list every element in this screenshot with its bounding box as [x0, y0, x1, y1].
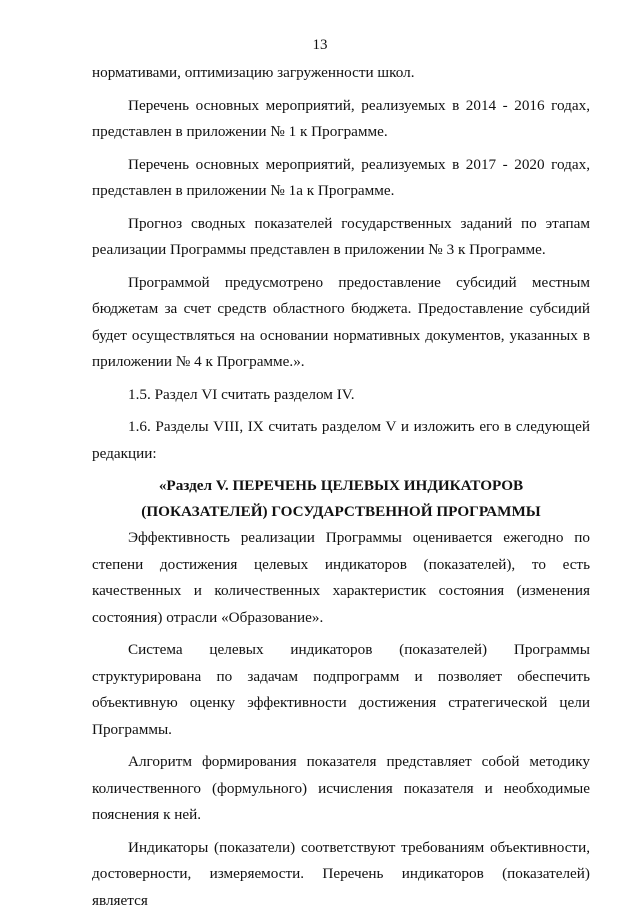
- section-heading-line-1: «Раздел V. ПЕРЕЧЕНЬ ЦЕЛЕВЫХ ИНДИКАТОРОВ: [92, 473, 590, 499]
- paragraph-subsidies: Программой предусмотрено предоставление субсидий местным бюджетам за счет средств областного бюджета. Предоставление субсидий будет осуществляться на основании нормативных документов, указанных в приложении № 4 к Программе.».: [92, 270, 590, 376]
- paragraph-continuation: нормативами, оптимизацию загруженности школ.: [92, 60, 590, 87]
- paragraph-efficiency: Эффективность реализации Программы оценивается ежегодно по степени достижения целевых индикаторов (показателей), то есть качественных и количественных характеристик состояния (изменения состояния) отрасли «Образование».: [92, 525, 590, 631]
- section-heading-line-2: (ПОКАЗАТЕЛЕЙ) ГОСУДАРСТВЕННОЙ ПРОГРАММЫ: [92, 499, 590, 525]
- paragraph-indicator-system: Система целевых индикаторов (показателей) Программы структурирована по задачам подпрограмм и позволяет обеспечить объективную оценку эффективности достижения стратегической цели Программы.: [92, 637, 590, 743]
- paragraph-algorithm: Алгоритм формирования показателя представляет собой методику количественного (формульного) исчисления показателя и необходимые пояснения к ней.: [92, 749, 590, 829]
- paragraph-item-1-6: 1.6. Разделы VIII, IX считать разделом V и изложить его в следующей редакции:: [92, 414, 590, 467]
- section-heading: [92, 473, 590, 525]
- paragraph-activities-2017-2020: Перечень основных мероприятий, реализуемых в 2017 - 2020 годах, представлен в приложении № 1а к Программе.: [92, 152, 590, 205]
- page-number: 13: [0, 36, 640, 54]
- paragraph-forecast: Прогноз сводных показателей государственных заданий по этапам реализации Программы представлен в приложении № 3 к Программе.: [92, 211, 590, 264]
- paragraph-activities-2014-2016: Перечень основных мероприятий, реализуемых в 2014 - 2016 годах, представлен в приложении № 1 к Программе.: [92, 93, 590, 146]
- paragraph-item-1-5: 1.5. Раздел VI считать разделом IV.: [92, 382, 590, 409]
- paragraph-indicators-requirements: Индикаторы (показатели) соответствуют требованиям объективности, достоверности, измеряемости. Перечень индикаторов (показателей) является: [92, 835, 590, 914]
- document-body: [92, 60, 590, 914]
